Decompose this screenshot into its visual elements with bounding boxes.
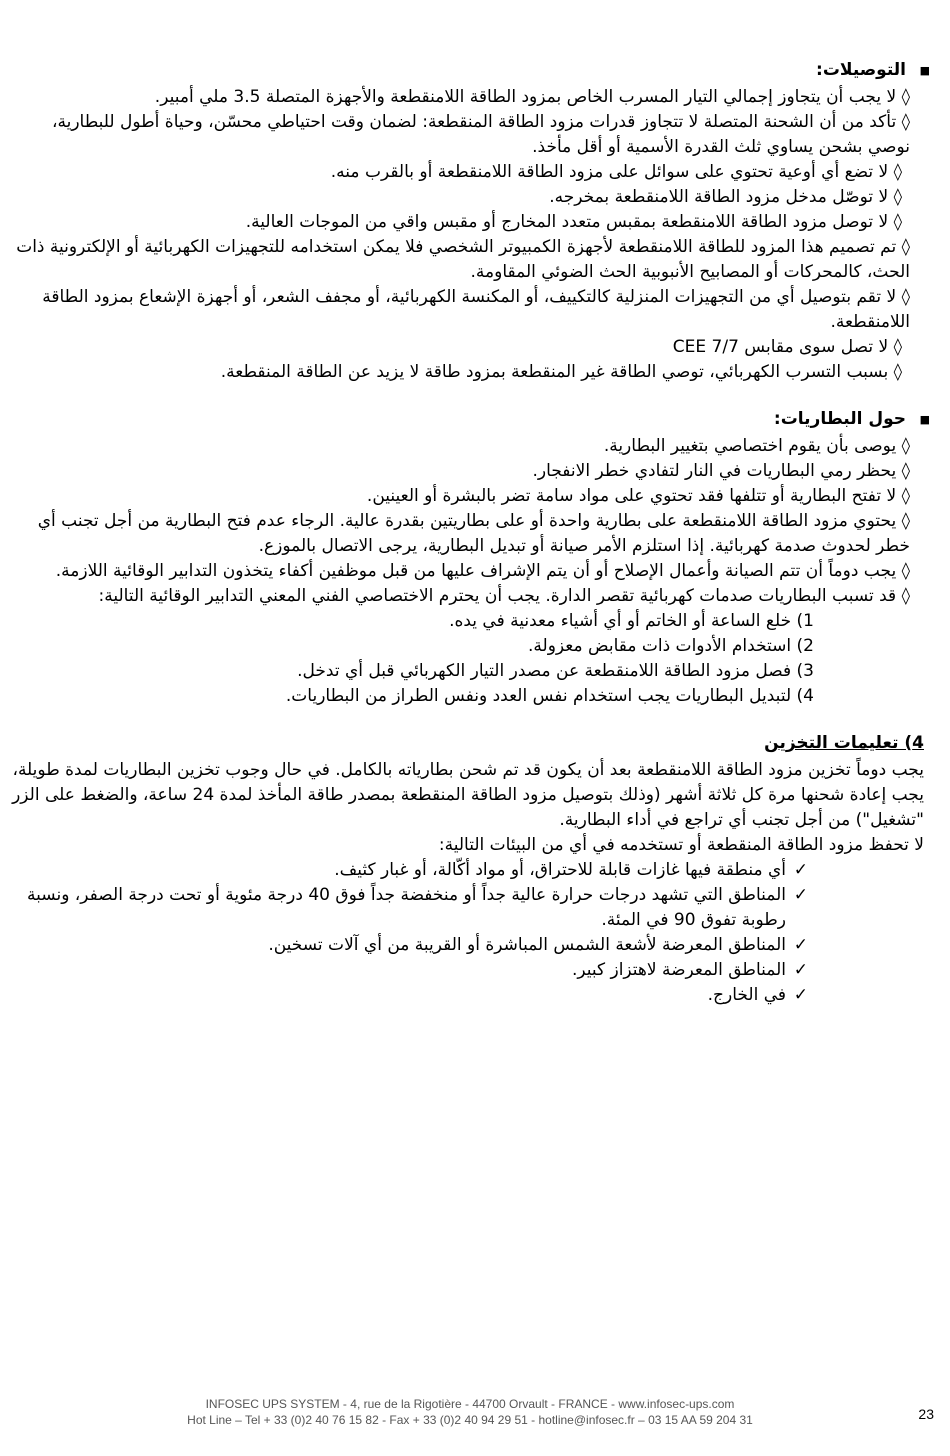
paragraph: ◊ لا توصل مزود الطاقة اللامنقطعة بمقبس متعدد المخارج أو مقبس واقي من الموجات العالية.: [245, 212, 902, 232]
check-list-text: المناطق المعرضة لاهتزاز كبير.: [571, 960, 786, 980]
section-batteries: [8, 407, 924, 709]
footer-address: INFOSEC UPS SYSTEM - 4, rue de la Rigotière - 44700 Orvault - FRANCE - www.infosec-ups.com: [205, 1397, 735, 1411]
check-list-item: [8, 933, 924, 958]
paragraph: ◊ تأكد من أن الشحنة المتصلة لا تتجاوز قدرات مزود الطاقة المنقطعة: لضمان وقت احتياطي محسّن، وحياة أطول للبطارية، نوصي بشحن يساوي ثلث القدرة الأسمية أو أقل مأخذ.: [52, 112, 910, 157]
section-storage: [8, 731, 924, 1008]
checkmark-icon: ✓: [793, 860, 808, 880]
check-list-item: [8, 983, 924, 1008]
checkmark-icon: ✓: [793, 960, 808, 980]
paragraph: ◊ يحتوي مزود الطاقة اللامنقطعة على بطارية واحدة أو على بطاريتين بقدرة عالية. الرجاء عدم فتح البطارية من أجل تجنب أي خطر لحدوث صدمة كهربائية. إذا استلزم الأمر صيانة أو تبديل البطارية، يرجى الاتصال بالموزع.: [37, 511, 910, 556]
numbered-item: 2) استخدام الأدوات ذات مقابض معزولة.: [528, 636, 814, 656]
checkmark-icon: ✓: [793, 935, 808, 955]
numbered-item: 3) فصل مزود الطاقة اللامنقطعة عن مصدر التيار الكهربائي قبل أي تدخل.: [297, 661, 814, 681]
numbered-item: 4) لتبديل البطاريات يجب استخدام نفس العدد ونفس الطراز من البطاريات.: [285, 686, 814, 706]
checkmark-icon: ✓: [793, 885, 808, 905]
paragraph: ◊ تم تصميم هذا المزود للطاقة اللامنقطعة لأجهزة الكمبيوتر الشخصي فلا يمكن استخدامه للتجهيزات الكهربائية أو الإلكترونية ذات الحث، كالمحركات أو المصابيح الأنبوبية الحث الضوئي المقاومة.: [16, 237, 910, 282]
paragraph: ◊ لا تصل سوى مقابس CEE 7/7: [672, 337, 902, 357]
paragraph: يجب دوماً تخزين مزود الطاقة اللامنقطعة بعد أن يكون قد تم شحن بطارياته بالكامل. في حال وجوب تخزين البطاريات لمدة طويلة، يجب إعادة شحنها مرة كل ثلاثة أشهر (وذلك بتوصيل مزود الطاقة المنقطعة بمصدر طاقة المأخذ لمدة 24 ساعة، والضغط على الزر "تشغيل") من أجل تجنب أي تراجع في أداء البطارية.: [12, 760, 924, 830]
paragraph: ◊ يجب دوماً أن تتم الصيانة وأعمال الإصلاح أو أن يتم الإشراف عليها من قبل موظفين أكفاء يتخذون التدابير الوقائية اللازمة.: [55, 561, 910, 581]
paragraph: ◊ بسبب التسرب الكهربائي، توصي الطاقة غير المنقطعة بمزود طاقة لا يزيد عن الطاقة المنقطعة.: [220, 362, 902, 382]
check-list-text: المناطق المعرضة لأشعة الشمس المباشرة أو القريبة من أي آلات تسخين.: [268, 935, 786, 955]
check-list-item: [8, 858, 924, 883]
page-footer: [60, 1396, 880, 1428]
paragraph: ◊ قد تسبب البطاريات صدمات كهربائية تقصر الدارة. يجب أن يحترم الاختصاصي الفني المعني التدابير الوقائية التالية:: [98, 586, 910, 606]
check-list-item: [8, 958, 924, 983]
paragraph: ◊ لا تقم بتوصيل أي من التجهيزات المنزلية كالتكييف، أو المكنسة الكهربائية، أو مجفف الشعر، أو أجهزة الإشعاع بمزود الطاقة اللامنقطعة.: [42, 287, 910, 332]
paragraph: ◊ لا يجب أن يتجاوز إجمالي التيار المسرب الخاص بمزود الطاقة اللامنقطعة والأجهزة المتصلة 3.5 ملي أمبير.: [154, 87, 910, 107]
section-connections: [8, 58, 924, 385]
checkmark-icon: ✓: [793, 985, 808, 1005]
section-heading: ■ حول البطاريات:: [8, 407, 924, 432]
document-body: [8, 58, 924, 1030]
check-list-text: أي منطقة فيها غازات قابلة للاحتراق، أو مواد أكّالة، أو غبار كثيف.: [334, 860, 786, 880]
paragraph: لا تحفظ مزود الطاقة المنقطعة أو تستخدمه في أي من البيئات التالية:: [438, 835, 924, 855]
check-list-text: المناطق التي تشهد درجات حرارة عالية جداً أو منخفضة جداً فوق 40 درجة مئوية أو تحت درجة الصفر، ونسبة رطوبة تفوق 90 في المئة.: [27, 885, 786, 930]
paragraph: ◊ يحظر رمي البطاريات في النار لتفادي خطر الانفجار.: [532, 461, 910, 481]
check-list-text: في الخارج.: [707, 985, 786, 1005]
paragraph: ◊ لا توصّل مدخل مزود الطاقة اللامنقطعة بمخرجه.: [549, 187, 902, 207]
section-heading: 4) تعليمات التخزين: [764, 733, 924, 753]
check-list-item: [8, 883, 924, 933]
section-heading: ■ التوصيلات:: [8, 58, 924, 83]
numbered-item: 1) خلع الساعة أو الخاتم أو أي أشياء معدنية في يده.: [449, 611, 814, 631]
paragraph: ◊ لا تفتح البطارية أو تتلفها فقد تحتوي على مواد سامة تضر بالبشرة أو العينين.: [366, 486, 910, 506]
paragraph: ◊ يوصى بأن يقوم اختصاصي بتغيير البطارية.: [603, 436, 910, 456]
page-number: 23: [918, 1406, 934, 1422]
footer-contact: Hot Line – Tel + 33 (0)2 40 76 15 82 - Fax + 33 (0)2 40 94 29 51 - hotline@infosec.fr – 03 15 AA 59 204 31: [187, 1413, 753, 1427]
paragraph: ◊ لا تضع أي أوعية تحتوي على سوائل على مزود الطاقة اللامنقطعة أو بالقرب منه.: [330, 162, 902, 182]
